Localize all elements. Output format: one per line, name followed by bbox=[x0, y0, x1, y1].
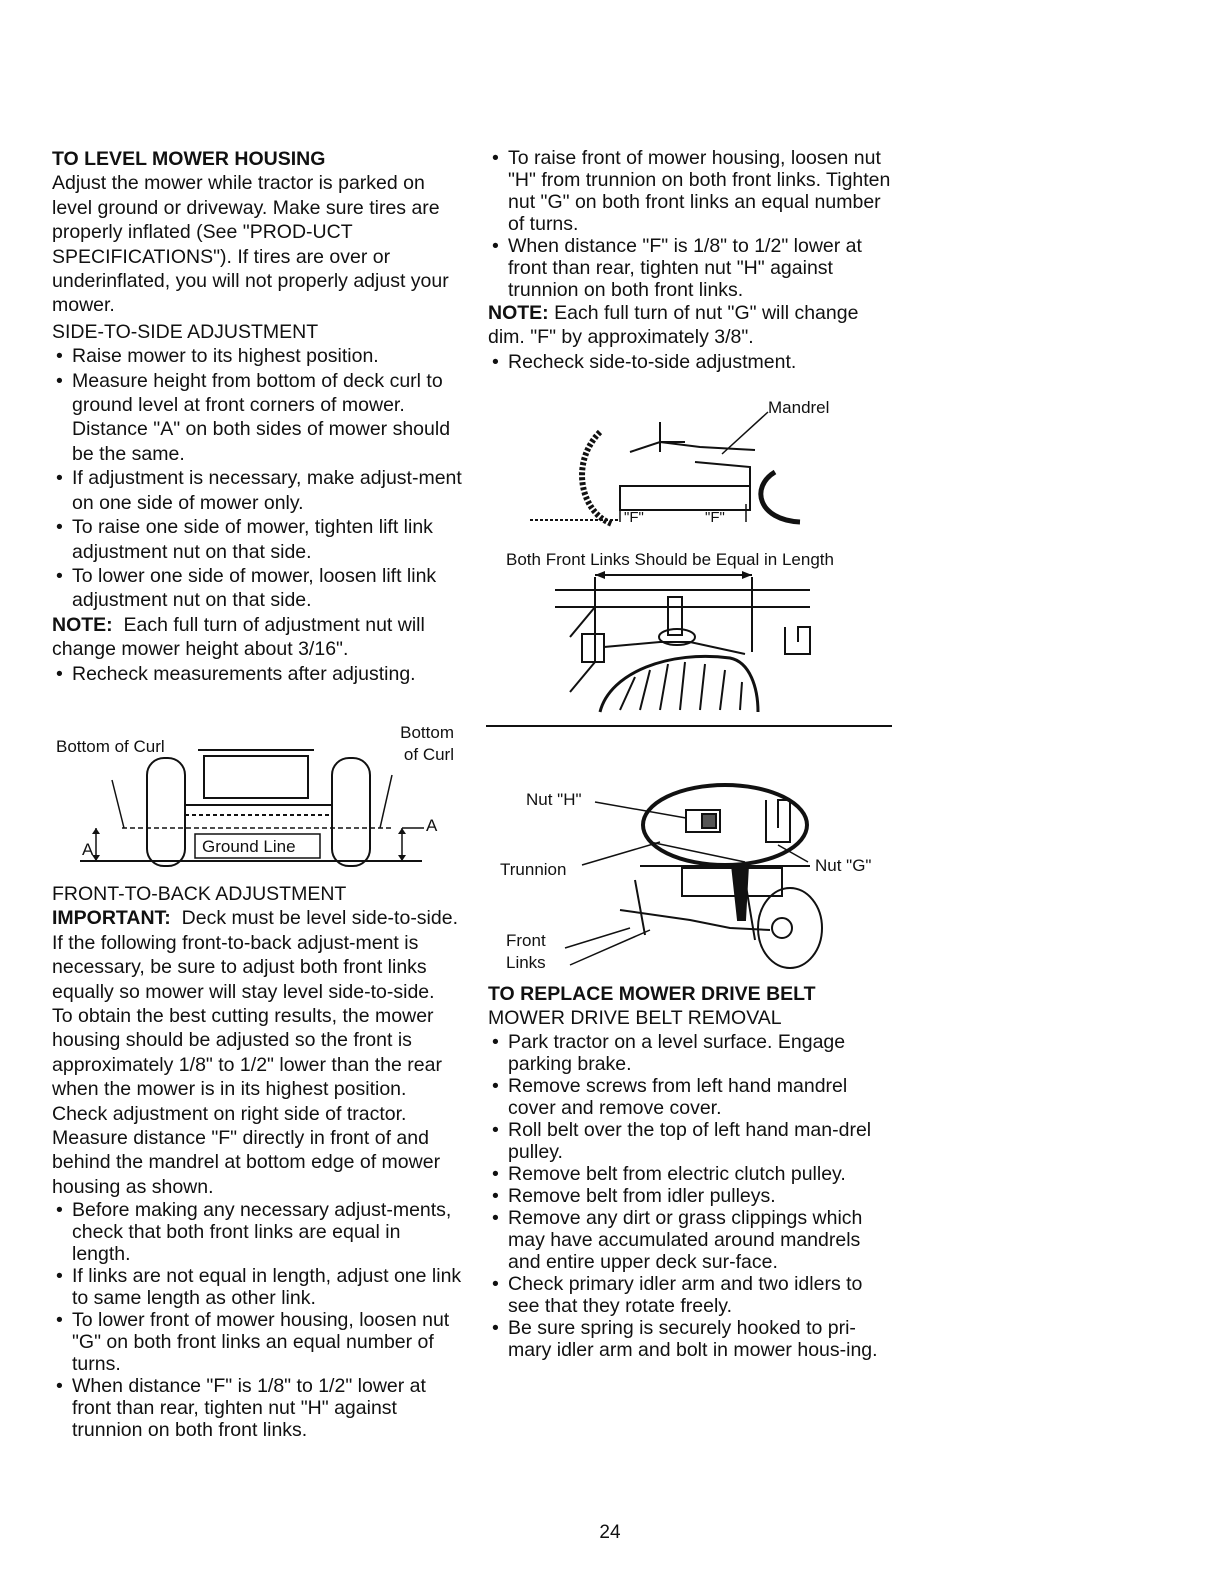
list-item: • Remove any dirt or grass clippings which may have accumulated around mandrels and entire upper deck sur-face. bbox=[488, 1207, 898, 1273]
important-text: Deck must be level side-to-side. If the following front-to-back adjust-ment is necessary, be sure to adjust both front links equally so mower will stay level side-to-side. bbox=[52, 907, 459, 1003]
note-label: NOTE: bbox=[488, 302, 549, 324]
note-label: NOTE: bbox=[52, 613, 113, 636]
nut-h-label: Nut "H" bbox=[526, 790, 582, 809]
left-column-lower bbox=[52, 882, 462, 1441]
bottom-curl-right-label: Bottom of Curl bbox=[400, 723, 454, 764]
left-column bbox=[52, 147, 462, 686]
front-to-back-list bbox=[52, 1199, 462, 1441]
list-item: • Measure height from bottom of deck curl to ground level at front corners of mower. Distance "A" on both sides of mower should be the same. bbox=[52, 369, 462, 467]
list-item: • To lower front of mower housing, loosen nut "G" on both front links an equal number of turns. bbox=[52, 1309, 462, 1375]
right-top-list bbox=[488, 147, 898, 301]
list-item: • To raise one side of mower, tighten lift link adjustment nut on that side. bbox=[52, 515, 462, 564]
front-to-back-heading: FRONT-TO-BACK ADJUSTMENT bbox=[52, 883, 347, 905]
side-to-side-figure bbox=[52, 720, 462, 870]
list-item: • To lower one side of mower, loosen lift link adjustment nut on that side. bbox=[52, 564, 462, 613]
belt-removal-heading: MOWER DRIVE BELT REMOVAL bbox=[488, 1007, 782, 1030]
side-to-side-list bbox=[52, 344, 462, 612]
list-item: • Recheck measurements after adjusting. bbox=[52, 662, 462, 686]
tractor-body bbox=[204, 756, 308, 798]
list-item: • Park tractor on a level surface. Engage parking brake. bbox=[488, 1031, 898, 1075]
list-item: • Remove belt from electric clutch pulley. bbox=[488, 1163, 898, 1185]
side-to-side-heading: SIDE-TO-SIDE ADJUSTMENT bbox=[52, 320, 319, 343]
list-item: • Check primary idler arm and two idlers to see that they rotate freely. bbox=[488, 1273, 898, 1317]
list-item: • If adjustment is necessary, make adjust-ment on one side of mower only. bbox=[52, 466, 462, 515]
best-results-paragraph: To obtain the best cutting results, the mower housing should be adjusted so the front is approximately 1/8" to 1/2" lower than the rear when the mower is in its highest position. bbox=[52, 1005, 442, 1101]
list-item: • When distance "F" is 1/8" to 1/2" lower at front than rear, tighten nut "H" against trunnion on both front links. bbox=[52, 1375, 462, 1441]
check-adjustment-paragraph: Check adjustment on right side of tractor. Measure distance "F" directly in front of and behind the mandrel at bottom edge of mower housing as shown. bbox=[52, 1102, 441, 1198]
recheck-list bbox=[52, 662, 462, 686]
important-paragraph bbox=[52, 906, 462, 1004]
belt-removal-list bbox=[488, 1031, 898, 1361]
section-divider bbox=[486, 725, 892, 727]
right-note bbox=[488, 301, 898, 350]
list-item: • If links are not equal in length, adjust one link to same length as other link. bbox=[52, 1265, 462, 1309]
right-recheck-list bbox=[488, 350, 898, 374]
level-intro: Adjust the mower while tractor is parked on level ground or driveway. Make sure tires are properly inflated (See "PROD-UCT SPECIFICATIONS"). If tires are over or underinflated, you will not properly adjust your mower. bbox=[52, 172, 449, 317]
nut-detail-figure bbox=[490, 780, 890, 980]
bottom-curl-left-label: Bottom of Curl bbox=[56, 737, 165, 756]
belt-heading: TO REPLACE MOWER DRIVE BELT bbox=[488, 983, 816, 1005]
list-item: • Remove belt from idler pulleys. bbox=[488, 1185, 898, 1207]
list-item: • Be sure spring is securely hooked to pri-mary idler arm and bolt in mower hous-ing. bbox=[488, 1317, 898, 1361]
page-number: 24 bbox=[599, 1522, 621, 1543]
right-column bbox=[488, 147, 898, 374]
trunnion-label: Trunnion bbox=[500, 860, 567, 879]
list-item: • Before making any necessary adjust-ments, check that both front links are equal in length. bbox=[52, 1199, 462, 1265]
list-item: • When distance "F" is 1/8" to 1/2" lower at front than rear, tighten nut "H" against trunnion on both front links. bbox=[488, 235, 898, 301]
front-links-label: Front Links bbox=[506, 931, 546, 972]
level-housing-heading: TO LEVEL MOWER HOUSING bbox=[52, 148, 326, 170]
a-right-label: A bbox=[426, 816, 438, 835]
list-item: • Remove screws from left hand mandrel cover and remove cover. bbox=[488, 1075, 898, 1119]
nut-g-label: Nut "G" bbox=[815, 856, 872, 875]
mandrel-label: Mandrel bbox=[768, 398, 830, 417]
list-item: • Raise mower to its highest position. bbox=[52, 344, 462, 368]
note-text: Each full turn of adjustment nut will change mower height about 3/16". bbox=[52, 613, 425, 661]
note-text: Each full turn of nut "G" will change dim. "F" by approximately 3/8". bbox=[488, 302, 859, 349]
ground-line-label: Ground Line bbox=[202, 837, 296, 856]
f-left-label: "F" bbox=[624, 509, 644, 526]
list-item: • To raise front of mower housing, loosen nut "H" from trunnion on both front links. Tighten nut "G" on both front links an equal number of turns. bbox=[488, 147, 898, 235]
left-wheel bbox=[147, 758, 185, 866]
front-to-back-figure bbox=[500, 392, 890, 722]
left-note bbox=[52, 613, 462, 662]
right-column-lower bbox=[488, 982, 898, 1361]
important-label: IMPORTANT: bbox=[52, 907, 171, 930]
list-item: • Roll belt over the top of left hand man-drel pulley. bbox=[488, 1119, 898, 1163]
a-left-label: A bbox=[82, 840, 94, 859]
right-wheel bbox=[332, 758, 370, 866]
links-caption: Both Front Links Should be Equal in Length bbox=[506, 550, 834, 569]
f-right-label: "F" bbox=[705, 509, 725, 526]
list-item: • Recheck side-to-side adjustment. bbox=[488, 350, 898, 374]
